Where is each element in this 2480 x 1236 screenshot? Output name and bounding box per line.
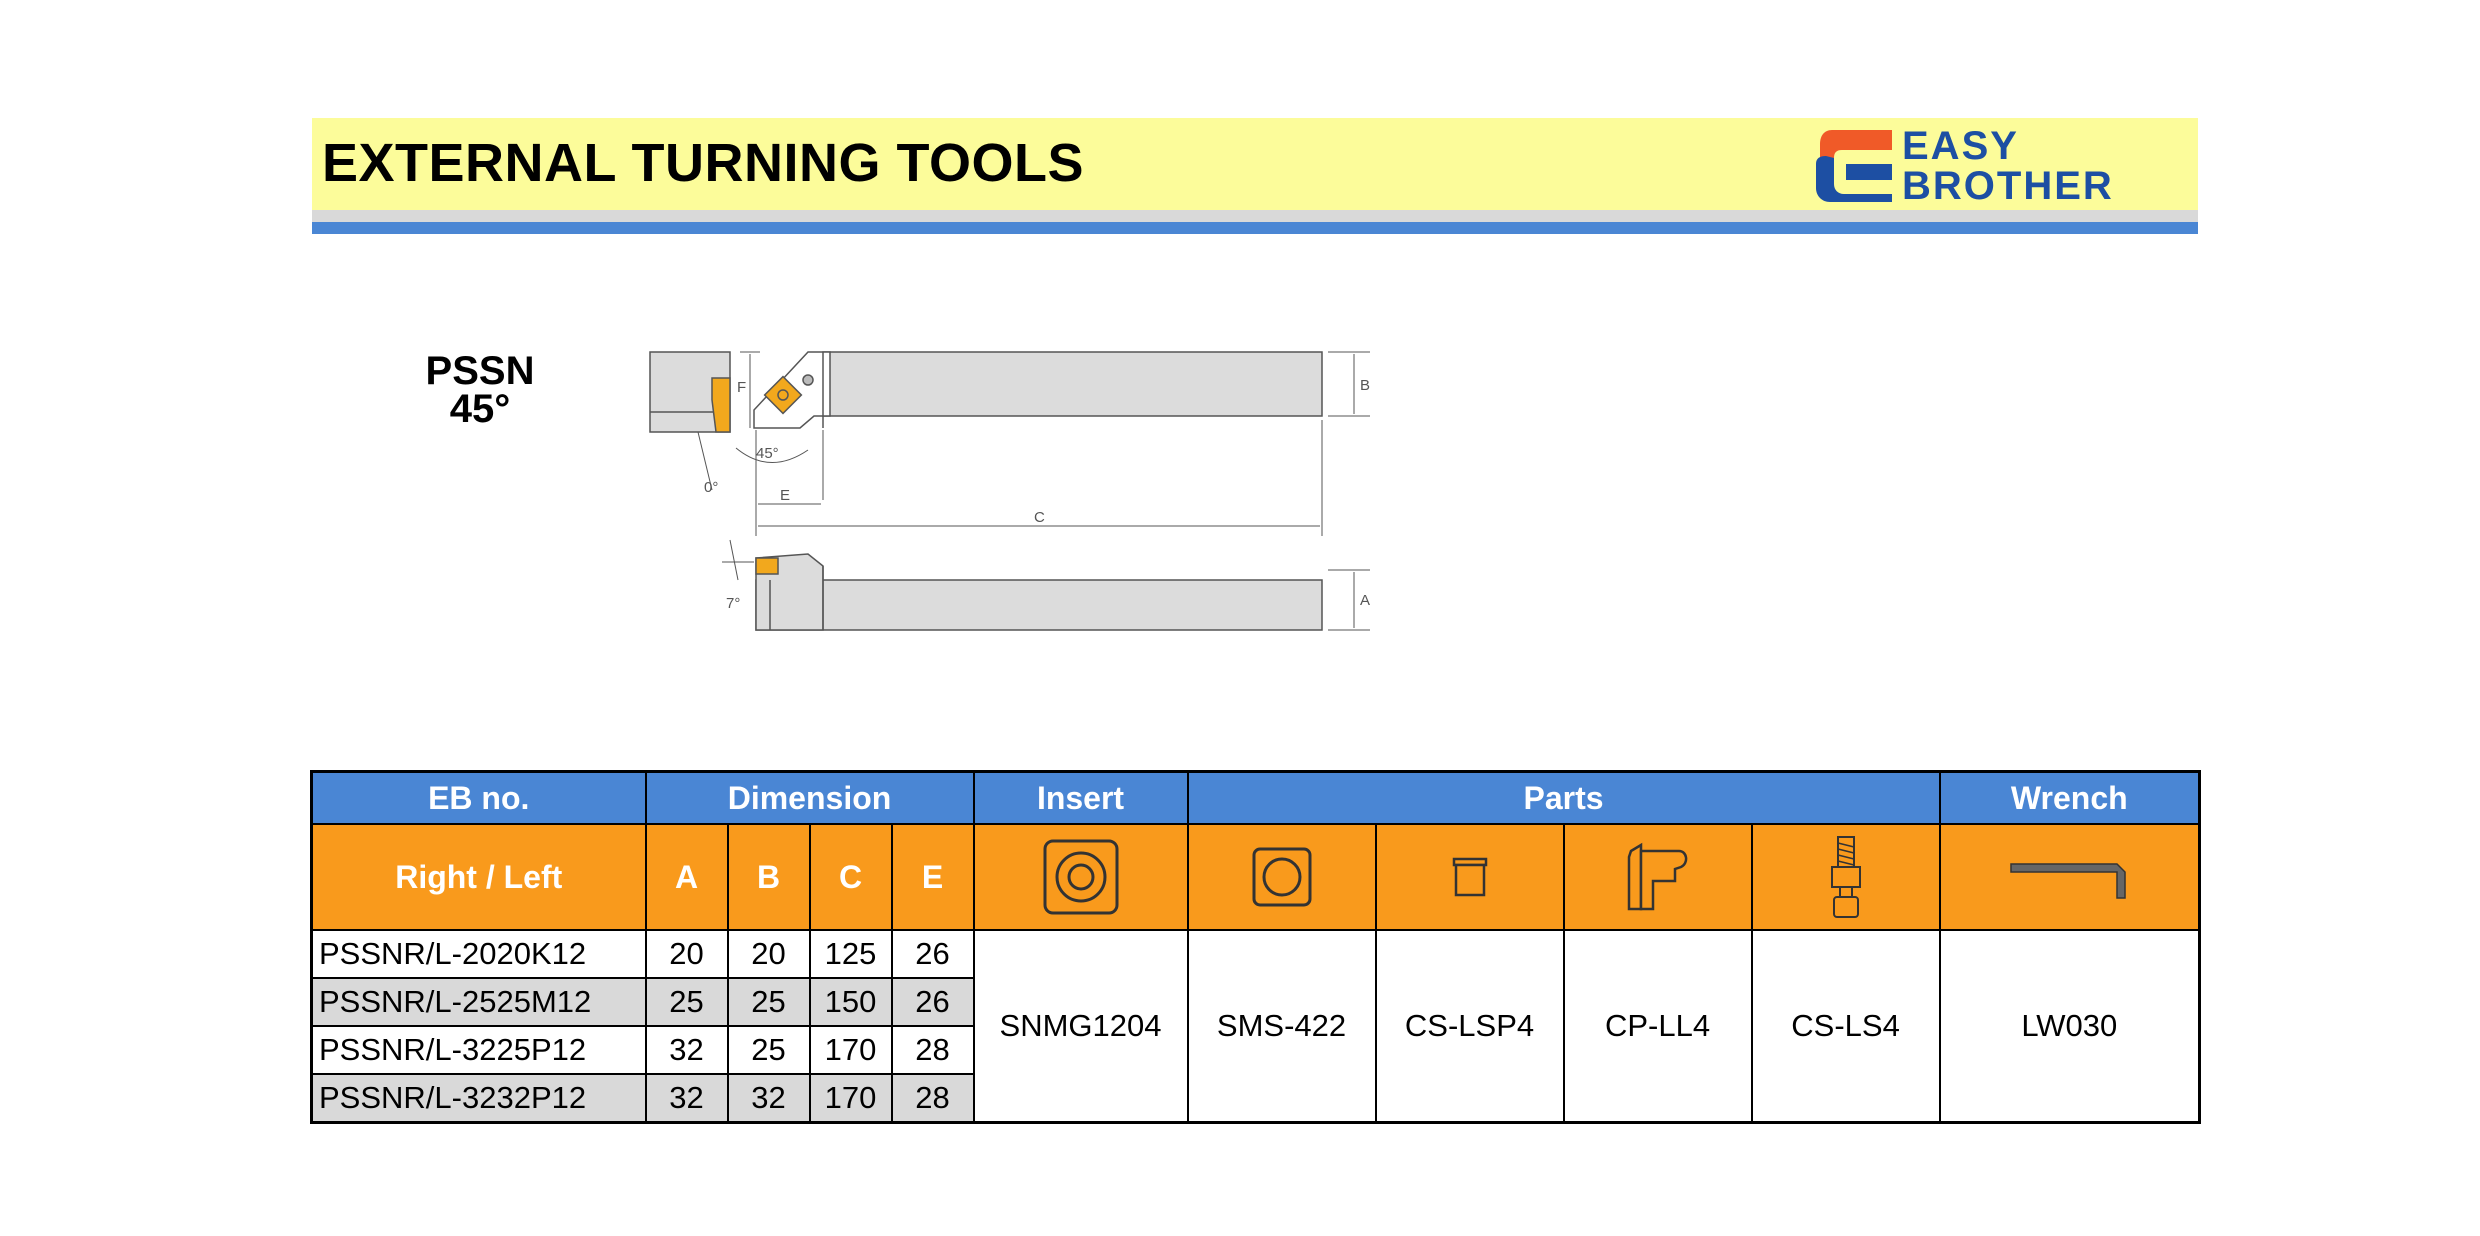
cell-a: 32 [646, 1026, 728, 1074]
clamp-lever-icon [1623, 841, 1693, 913]
label-angle-7: 7° [726, 595, 741, 612]
header-right-left: Right / Left [312, 824, 646, 930]
cell-part-shim: SMS-422 [1188, 930, 1376, 1123]
header-parts: Parts [1188, 772, 1940, 825]
cell-e: 28 [892, 1074, 974, 1123]
cell-c: 125 [810, 930, 892, 978]
side-view-body [756, 580, 1322, 630]
side-view-insert [756, 558, 778, 574]
sub-header-row [312, 824, 2200, 930]
cell-eb-no: PSSNR/L-3232P12 [312, 1074, 646, 1123]
cell-part-shim-screw: CS-LSP4 [1376, 930, 1564, 1123]
header-divider-blue [312, 222, 2198, 234]
tool-drawing [640, 340, 1380, 650]
hex-key-icon [2009, 852, 2129, 902]
label-angle-45: 45° [756, 445, 779, 462]
cell-e: 28 [892, 1026, 974, 1074]
cell-b: 32 [728, 1074, 810, 1123]
cell-insert: SNMG1204 [974, 930, 1188, 1123]
hex-key-icon-cell [1940, 824, 2200, 930]
cell-c: 150 [810, 978, 892, 1026]
label-E: E [780, 487, 791, 504]
cell-a: 25 [646, 978, 728, 1026]
model-code: PSSN [425, 349, 535, 393]
cell-a: 32 [646, 1074, 728, 1123]
label-angle-0: 0° [704, 479, 719, 496]
shim-screw-icon-cell [1376, 824, 1564, 930]
header-e: E [892, 824, 974, 930]
cell-e: 26 [892, 978, 974, 1026]
label-A: A [1360, 592, 1371, 609]
cell-part-clamp-lever: CP-LL4 [1564, 930, 1752, 1123]
clamp-screw-icon [1826, 835, 1866, 919]
header-insert: Insert [974, 772, 1188, 825]
shim-icon [1251, 846, 1313, 908]
header-divider-gray [312, 210, 2198, 222]
header-a: A [646, 824, 728, 930]
clamp-lever-icon-cell [1564, 824, 1752, 930]
shim-screw-icon [1448, 855, 1492, 899]
clamp-screw-icon-cell [1752, 824, 1940, 930]
logo-mark-icon [1806, 124, 1898, 208]
cell-a: 20 [646, 930, 728, 978]
shim-icon-cell [1188, 824, 1376, 930]
logo-text-brother: BROTHER [1902, 164, 2114, 208]
page-title: EXTERNAL TURNING TOOLS [322, 133, 1085, 193]
cell-eb-no: PSSNR/L-2020K12 [312, 930, 646, 978]
brand-logo [1806, 124, 2192, 208]
cell-b: 20 [728, 930, 810, 978]
header-b: B [728, 824, 810, 930]
label-C: C [1034, 509, 1045, 526]
group-header-row [312, 772, 2200, 825]
header-eb-no: EB no. [312, 772, 646, 825]
cell-c: 170 [810, 1026, 892, 1074]
square-insert-icon [1041, 837, 1121, 917]
cell-part-clamp-screw: CS-LS4 [1752, 930, 1940, 1123]
spec-table [310, 770, 2201, 1124]
cell-b: 25 [728, 1026, 810, 1074]
cell-b: 25 [728, 978, 810, 1026]
end-view-insert [712, 378, 730, 432]
cell-e: 26 [892, 930, 974, 978]
header-c: C [810, 824, 892, 930]
header-dimension: Dimension [646, 772, 974, 825]
logo-text-easy: EASY [1902, 124, 2019, 168]
label-B: B [1360, 377, 1371, 394]
top-view-body [823, 352, 1322, 416]
table-row [312, 930, 2200, 978]
cell-eb-no: PSSNR/L-2525M12 [312, 978, 646, 1026]
cell-wrench: LW030 [1940, 930, 2200, 1123]
model-label [420, 349, 540, 431]
cell-c: 170 [810, 1074, 892, 1123]
header-wrench: Wrench [1940, 772, 2200, 825]
model-angle: 45° [449, 387, 511, 431]
insert-icon-cell [974, 824, 1188, 930]
cell-eb-no: PSSNR/L-3225P12 [312, 1026, 646, 1074]
label-F: F [737, 379, 747, 396]
